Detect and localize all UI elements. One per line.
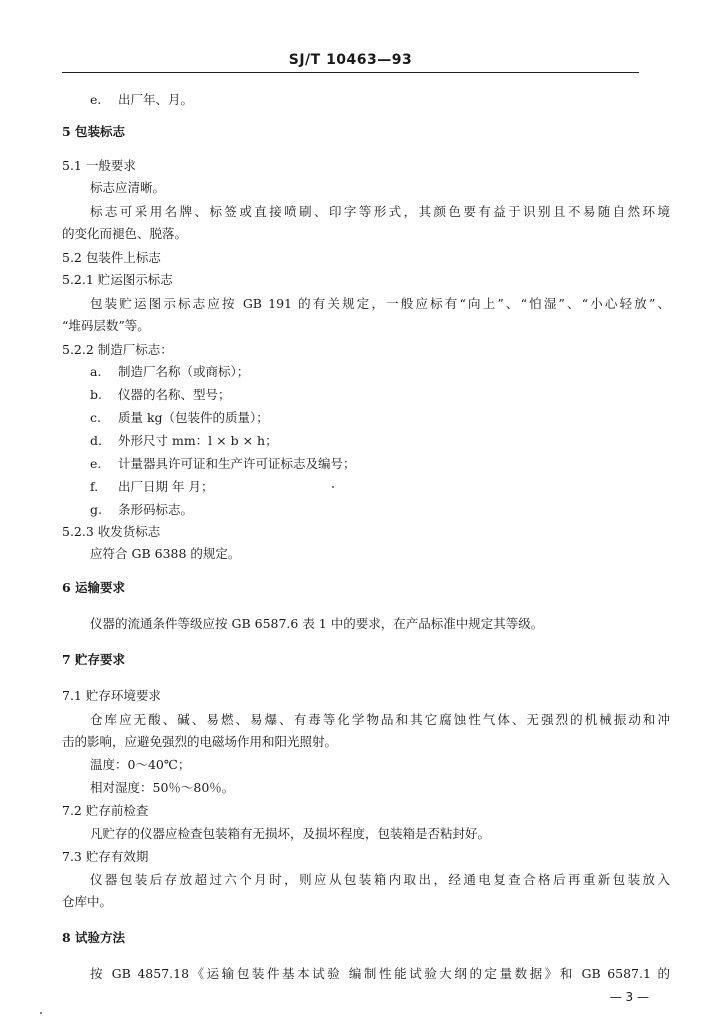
paragraph: 仓库应无酸、碱、易燃、易爆、有毒等化学物品和其它腐蚀性气体、无强烈的机械振动和冲: [90, 712, 670, 727]
paragraph: 仪器包装后存放超过六个月时，则应从包装箱内取出，经通电复查合格后再重新包装放入: [90, 872, 670, 887]
paragraph: 仪器的流通条件等级应按 GB 6587.6 表 1 中的要求，在产品标准中规定其等级。: [90, 616, 544, 631]
scan-speck: [332, 486, 334, 488]
paragraph: 标志可采用名牌、标签或直接喷刷、印字等形式，其颜色要有益于识别且不易随自然环境: [90, 204, 670, 219]
section-5-2-heading: 5.2 包装件上标志: [62, 250, 161, 265]
item-label: a.: [90, 364, 102, 379]
item-text: 制造厂名称（或商标）；: [118, 364, 250, 379]
item-text: 质量 kg（包装件的质量）；: [118, 410, 269, 425]
section-7-3-heading: 7.3 贮存有效期: [62, 849, 149, 864]
paragraph: 标志应清晰。: [90, 180, 166, 195]
item-e-manufacture-date: [90, 92, 193, 108]
item-label: b.: [90, 387, 102, 402]
humidity-line: 相对湿度：50％～80％。: [90, 780, 235, 795]
item-text: 条形码标志。: [118, 502, 194, 517]
paragraph: 凡贮存的仪器应检查包装箱有无损坏，及损坏程度，包装箱是否粘封好。: [90, 826, 491, 841]
list-item: [90, 479, 213, 495]
paragraph: 按 GB 4857.18《运输包装件基本试验 编制性能试验大纲的定量数据》和 GB 6587.1 的: [90, 966, 670, 981]
item-label: c.: [90, 410, 101, 425]
section-7-1-heading: 7.1 贮存环境要求: [62, 688, 161, 703]
header-rule: [62, 72, 639, 73]
item-label: e.: [90, 456, 102, 471]
list-item: [90, 364, 249, 380]
item-label: f.: [90, 479, 99, 494]
paragraph: 包装贮运图示标志应按 GB 191 的有关规定，一般应标有“向上”、“怕湿”、“小心轻放”、: [90, 296, 670, 311]
list-item: [90, 410, 269, 426]
item-label: e.: [90, 92, 102, 107]
page-number: — 3 —: [609, 990, 649, 1004]
item-text: 出厂年、月。: [118, 92, 194, 107]
scan-speck: [40, 1012, 42, 1014]
list-item: [90, 433, 278, 449]
item-text: 出厂日期 年 月；: [118, 479, 214, 494]
paragraph: 的变化而褪色、脱落。: [62, 226, 188, 241]
list-item: [90, 456, 356, 472]
item-text: 计量器具许可证和生产许可证标志及编号；: [118, 456, 356, 471]
document-code-header: SJ/T 10463—93: [288, 52, 413, 68]
item-text: 外形尺寸 mm：l × b × h；: [118, 433, 278, 448]
list-item: [90, 502, 193, 518]
paragraph: 应符合 GB 6388 的规定。: [90, 546, 241, 561]
section-7-2-heading: 7.2 贮存前检查: [62, 803, 149, 818]
temperature-line: 温度：0～40℃；: [90, 757, 191, 772]
item-text: 仪器的名称、型号；: [118, 387, 231, 402]
section-7-heading: 7 贮存要求: [62, 652, 126, 667]
section-5-2-3-heading: 5.2.3 收发货标志: [62, 524, 161, 539]
section-5-heading: 5 包装标志: [62, 124, 126, 139]
section-5-2-2-heading: 5.2.2 制造厂标志：: [62, 342, 173, 357]
paragraph: 击的影响，应避免强烈的电磁场作用和阳光照射。: [62, 734, 338, 749]
paragraph: 仓库中。: [62, 894, 113, 909]
section-8-heading: 8 试验方法: [62, 930, 126, 945]
section-6-heading: 6 运输要求: [62, 580, 126, 595]
section-5-2-1-heading: 5.2.1 贮运图示标志: [62, 272, 173, 287]
item-label: g.: [90, 502, 102, 517]
section-5-1-heading: 5.1 一般要求: [62, 158, 136, 173]
list-item: [90, 387, 231, 403]
paragraph: “堆码层数”等。: [62, 318, 150, 333]
item-label: d.: [90, 433, 102, 448]
